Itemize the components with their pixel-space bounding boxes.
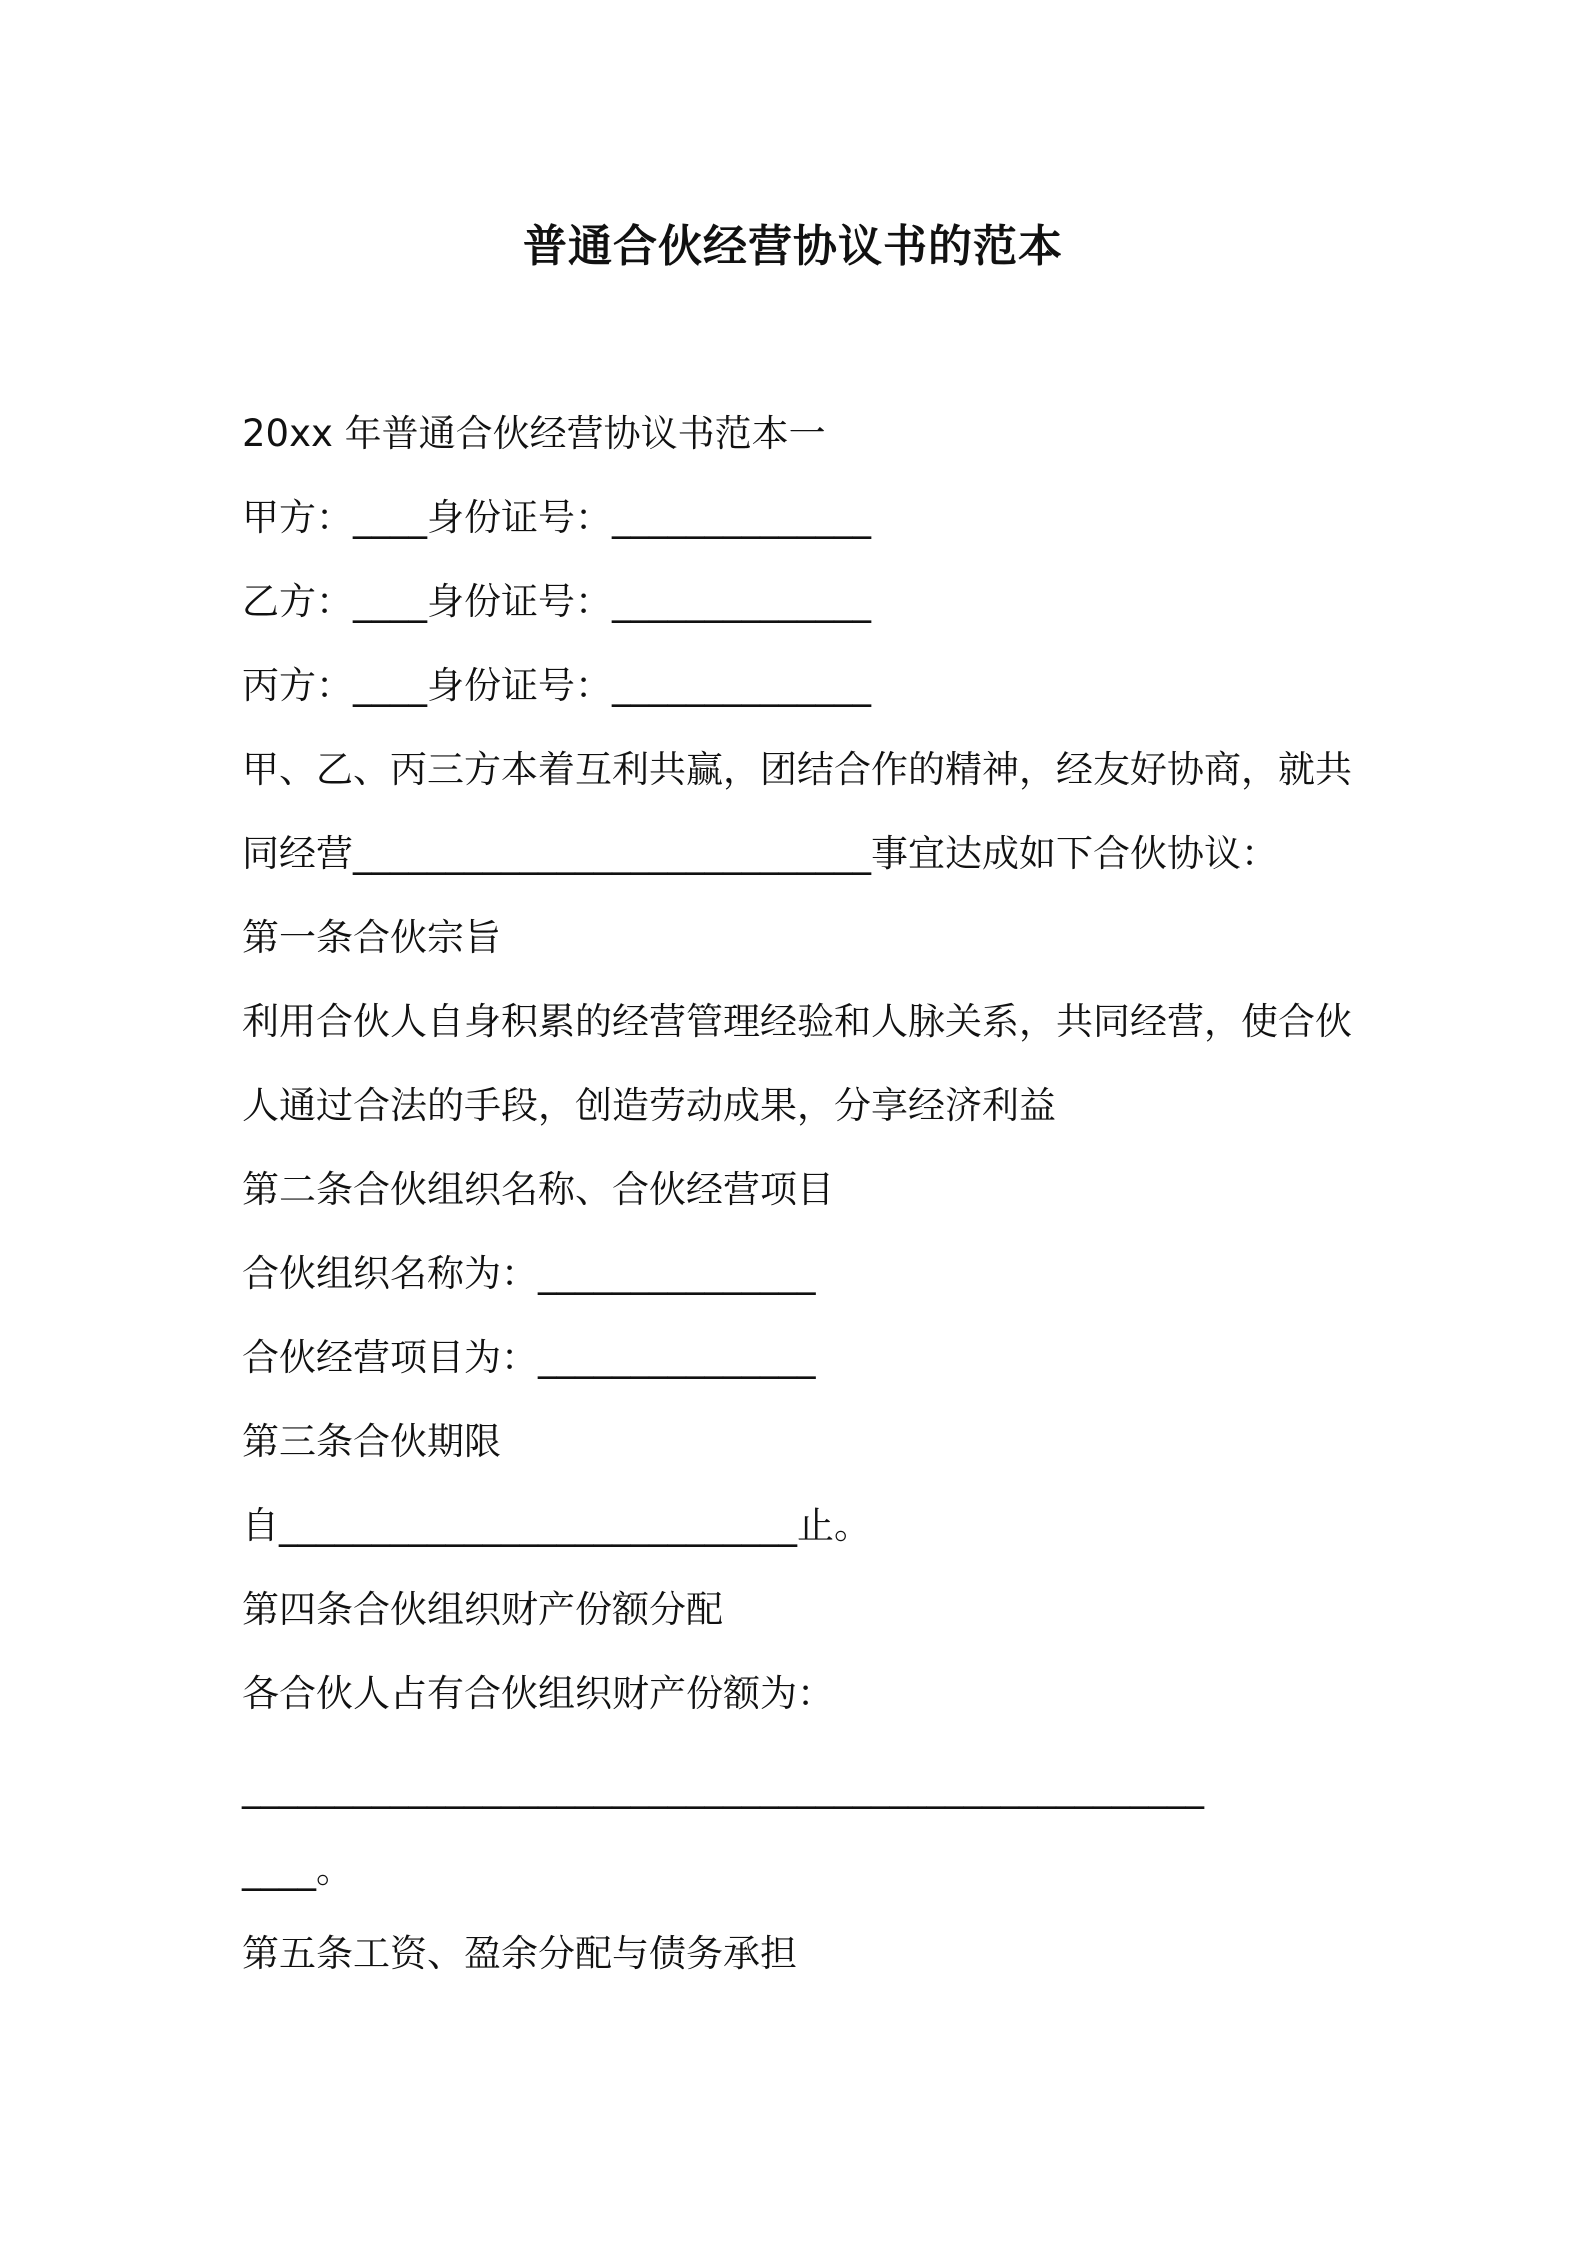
property-share-blank-end: ____。 — [242, 1848, 353, 1891]
business-project-line: 合伙经营项目为：_______________ — [242, 1336, 816, 1379]
preamble-line-2: 同经营____________________________事宜达成如下合伙协议： — [242, 832, 1278, 875]
property-share-blank-line: ____________________________________________________ — [242, 1766, 1204, 1809]
property-share-line: 各合伙人占有合伙组织财产份额为： — [242, 1672, 834, 1715]
article-1-text-line-1: 利用合伙人自身积累的经营管理经验和人脉关系，共同经营，使合伙 — [242, 1000, 1352, 1043]
article-1-heading: 第一条合伙宗旨 — [242, 916, 501, 959]
partnership-name-line: 合伙组织名称为：_______________ — [242, 1252, 816, 1295]
term-line: 自____________________________止。 — [242, 1504, 871, 1547]
party-c-line: 丙方：____身份证号：______________ — [242, 664, 871, 707]
preamble-line-1: 甲、乙、丙三方本着互利共赢，团结合作的精神，经友好协商，就共 — [242, 748, 1352, 791]
article-1-text-line-2: 人通过合法的手段，创造劳动成果，分享经济利益 — [242, 1084, 1056, 1127]
version-heading: 20xx 年普通合伙经营协议书范本一 — [242, 412, 826, 455]
article-5-heading: 第五条工资、盈余分配与债务承担 — [242, 1932, 797, 1975]
article-4-heading: 第四条合伙组织财产份额分配 — [242, 1588, 723, 1631]
article-3-heading: 第三条合伙期限 — [242, 1420, 501, 1463]
document-title: 普通合伙经营协议书的范本 — [523, 221, 1063, 272]
party-b-line: 乙方：____身份证号：______________ — [242, 580, 871, 623]
article-2-heading: 第二条合伙组织名称、合伙经营项目 — [242, 1168, 834, 1211]
party-a-line: 甲方：____身份证号：______________ — [242, 496, 871, 539]
